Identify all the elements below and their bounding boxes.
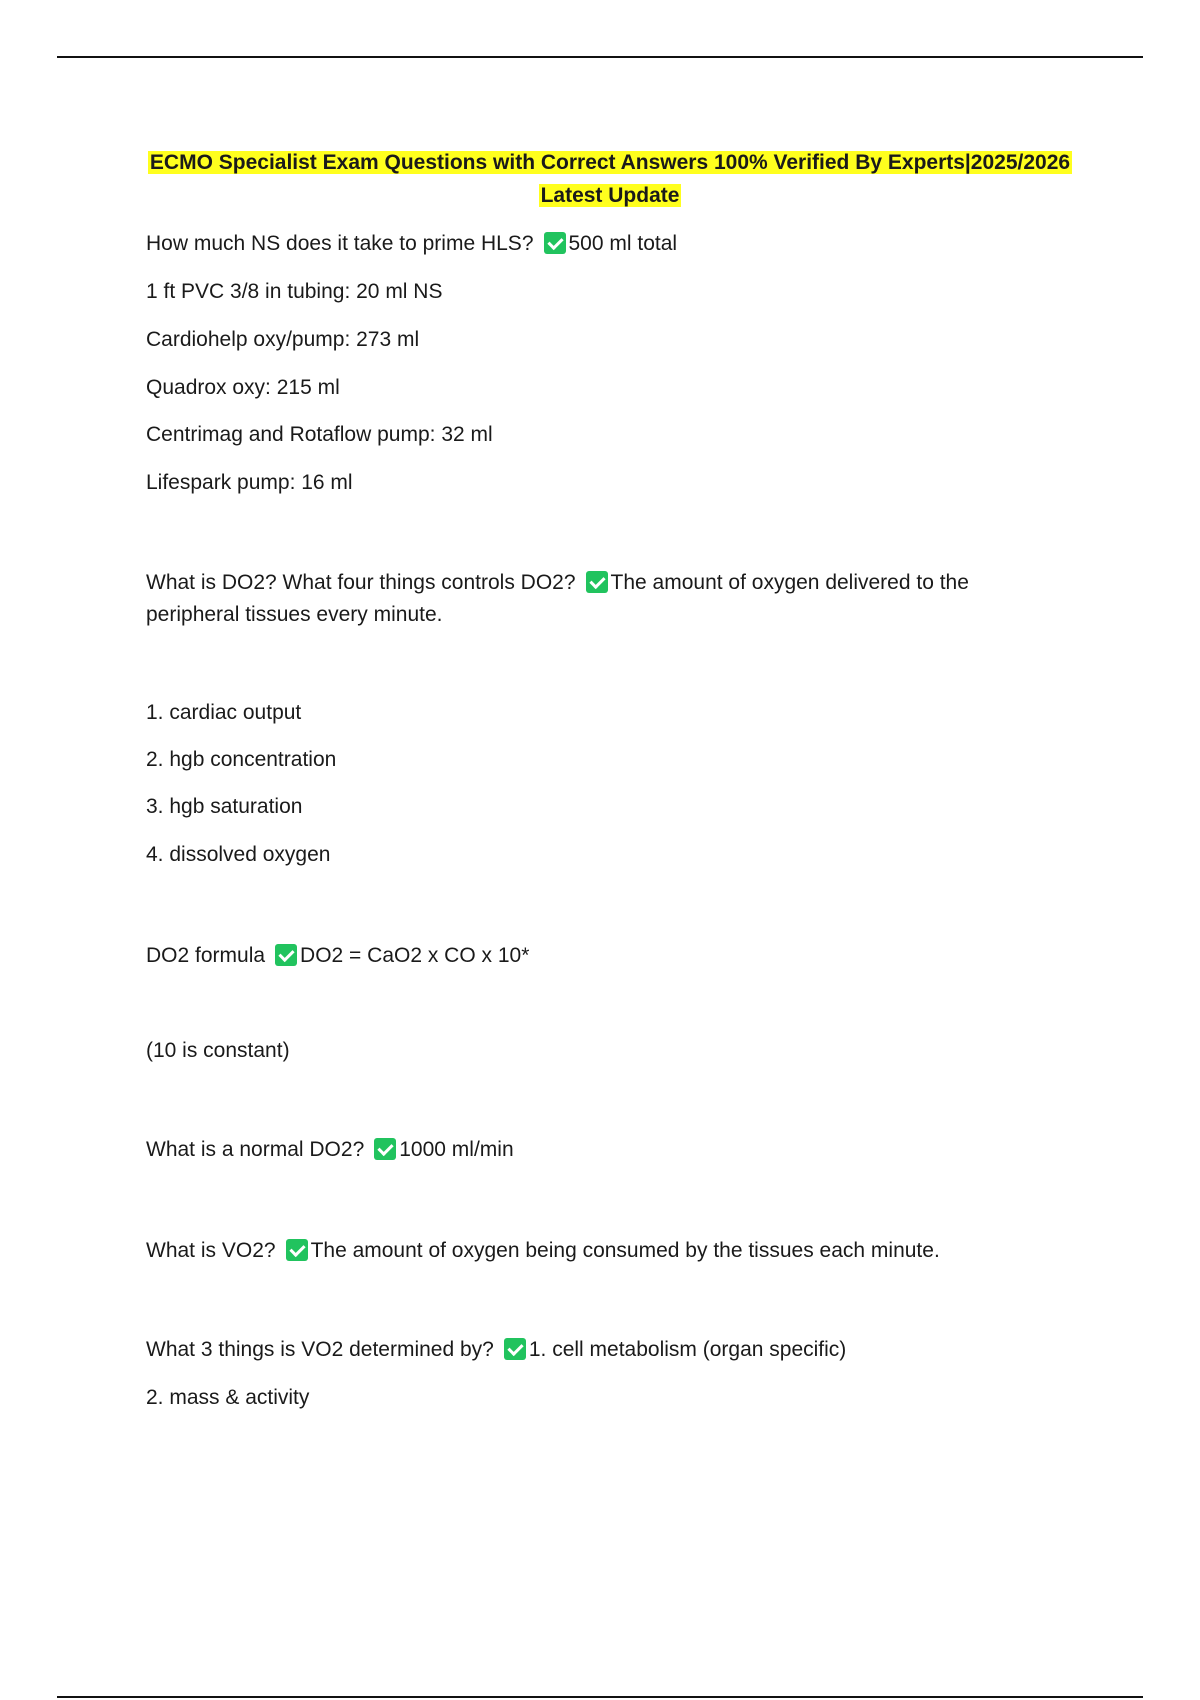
qa-item-normal-do2: [146, 1133, 514, 1166]
question-text: How much NS does it take to prime HLS?: [146, 232, 534, 255]
answer-text: The amount of oxygen being consumed by the tissues each minute.: [310, 1239, 940, 1262]
qa-item-do2: [146, 566, 969, 599]
answer-text: 1. cell metabolism (organ specific): [528, 1338, 847, 1361]
question-text: DO2 formula: [146, 944, 266, 967]
checkmark-icon: [286, 1239, 308, 1261]
checkmark-icon: [544, 232, 566, 254]
detail-line: Quadrox oxy: 215 ml: [146, 376, 340, 399]
title-line-2: Latest Update: [540, 184, 680, 207]
qa-item-do2-formula: [146, 939, 529, 972]
list-item: 4. dissolved oxygen: [146, 843, 331, 866]
answer-continuation: peripheral tissues every minute.: [146, 603, 443, 626]
document-title: [140, 146, 1080, 212]
detail-line: 1 ft PVC 3/8 in tubing: 20 ml NS: [146, 280, 443, 303]
question-text: What 3 things is VO2 determined by?: [146, 1338, 494, 1361]
qa-item-vo2: [146, 1234, 940, 1267]
answer-text: 1000 ml/min: [399, 1138, 514, 1161]
question-text: What is DO2? What four things controls DO2?: [146, 571, 576, 594]
question-text: What is VO2?: [146, 1239, 276, 1262]
header-rule: [57, 56, 1143, 58]
answer-text: DO2 = CaO2 x CO x 10*: [300, 944, 530, 967]
qa-item-prime-hls: [146, 227, 677, 260]
checkmark-icon: [374, 1138, 396, 1160]
answer-text: The amount of oxygen delivered to the: [610, 571, 969, 594]
checkmark-icon: [275, 944, 297, 966]
list-item: 3. hgb saturation: [146, 795, 303, 818]
detail-line: Cardiohelp oxy/pump: 273 ml: [146, 328, 420, 351]
list-item: 1. cardiac output: [146, 701, 302, 724]
detail-line: Centrimag and Rotaflow pump: 32 ml: [146, 423, 493, 446]
checkmark-icon: [586, 571, 608, 593]
list-item: 2. hgb concentration: [146, 748, 337, 771]
checkmark-icon: [504, 1338, 526, 1360]
answer-text: 500 ml total: [568, 232, 678, 255]
footer-rule: [57, 1696, 1143, 1698]
list-item: 2. mass & activity: [146, 1386, 310, 1409]
qa-item-vo2-determinants: [146, 1333, 846, 1366]
detail-line: Lifespark pump: 16 ml: [146, 471, 353, 494]
formula-note: (10 is constant): [146, 1039, 290, 1062]
question-text: What is a normal DO2?: [146, 1138, 365, 1161]
title-line-1: ECMO Specialist Exam Questions with Correct Answers 100% Verified By Experts|2025/2026: [149, 151, 1071, 174]
